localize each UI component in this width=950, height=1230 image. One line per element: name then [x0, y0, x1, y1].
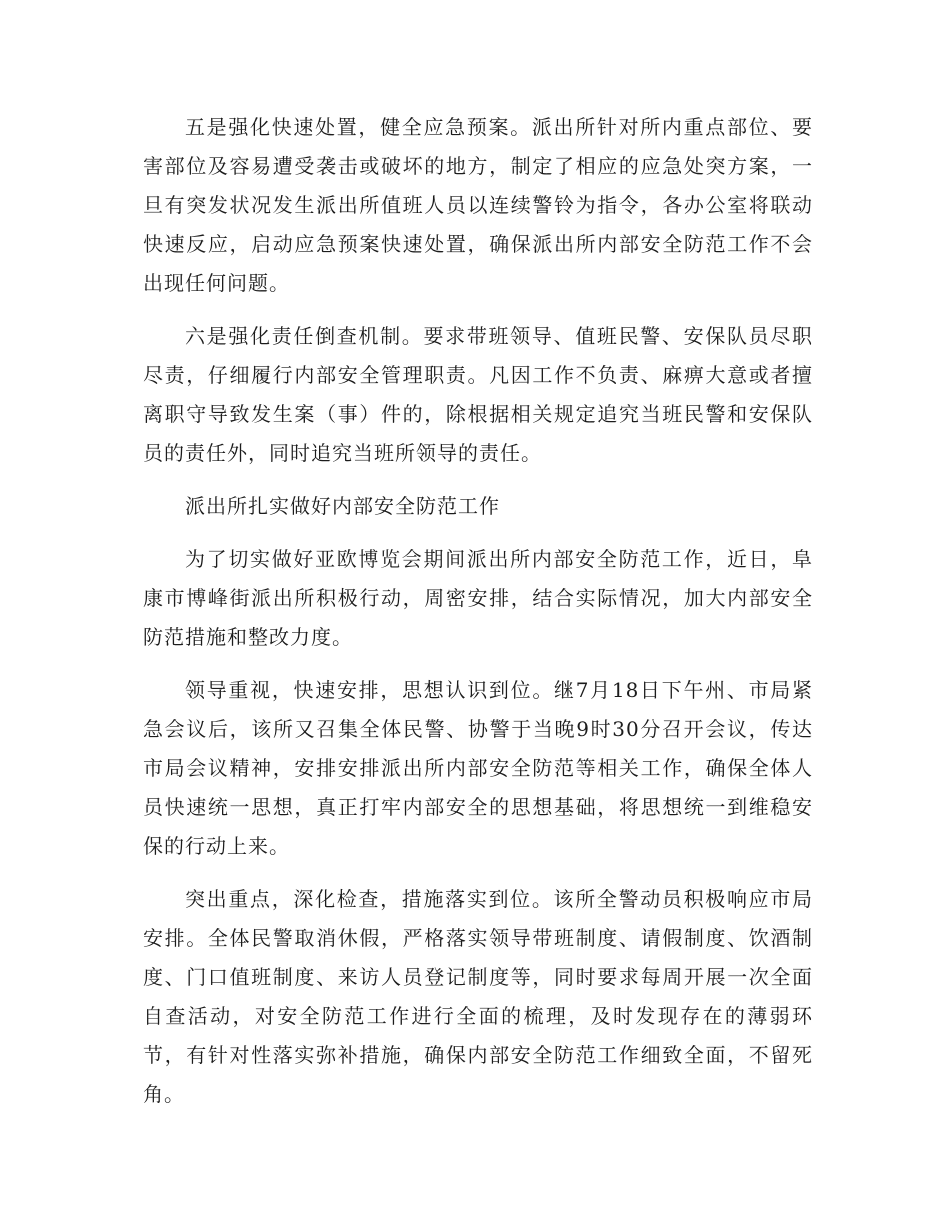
document-body — [143, 108, 813, 1128]
paragraph-responsibility: 六是强化责任倒查机制。要求带班领导、值班民警、安保队员尽职尽责，仔细履行内部安全管理职责。凡因工作不负责、麻痹大意或者擅离职守导致发生案（事）件的，除根据相关规定追究当班民警和安保队员的责任外，同时追究当班所领导的责任。 — [143, 324, 813, 465]
paragraph-inspection: 突出重点，深化检查，措施落实到位。该所全警动员积极响应市局安排。全体民警取消休假，严格落实领导带班制度、请假制度、饮酒制度、门口值班制度、来访人员登记制度等，同时要求每周开展一次全面自查活动，对安全防范工作进行全面的梳理，及时发现存在的薄弱环节，有针对性落实弥补措施，确保内部安全防范工作细致全面，不留死角。 — [143, 887, 813, 1106]
section-heading: 派出所扎实做好内部安全防范工作 — [185, 494, 500, 518]
paragraph-intro: 为了切实做好亚欧博览会期间派出所内部安全防范工作，近日，阜康市博峰街派出所积极行动，周密安排，结合实际情况，加大内部安全防范措施和整改力度。 — [143, 547, 813, 649]
paragraph-leadership: 领导重视，快速安排，思想认识到位。继7月18日下午州、市局紧急会议后，该所又召集全体民警、协警于当晚9时30分召开会议，传达市局会议精神，安排安排派出所内部安全防范等相关工作，确保全体人员快速统一思想，真正打牢内部安全的思想基础，将思想统一到维稳安保的行动上来。 — [143, 678, 813, 858]
paragraph-emergency-plan: 五是强化快速处置，健全应急预案。派出所针对所内重点部位、要害部位及容易遭受袭击或破坏的地方，制定了相应的应急处突方案，一旦有突发状况发生派出所值班人员以连续警铃为指令，各办公室将联动快速反应，启动应急预案快速处置，确保派出所内部安全防范工作不会出现任何问题。 — [143, 115, 813, 295]
